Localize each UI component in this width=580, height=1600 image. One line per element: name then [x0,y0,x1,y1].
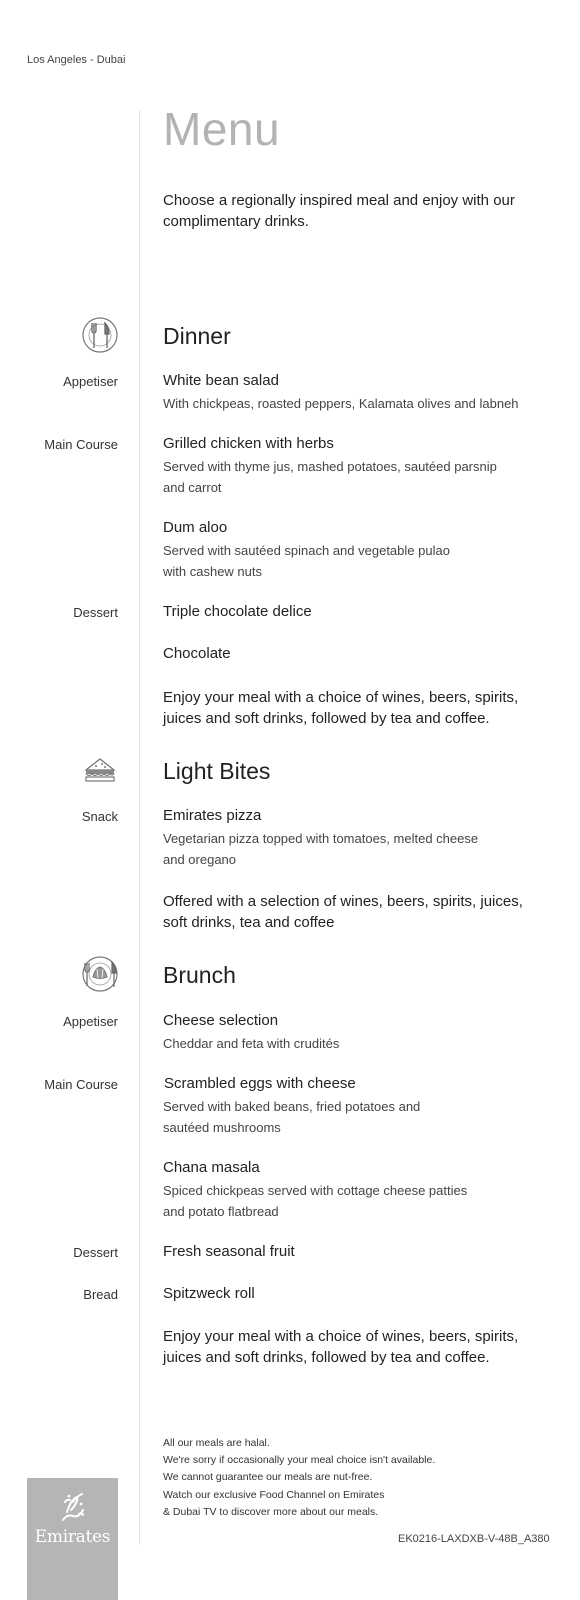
cutlery-plate-icon [81,316,119,354]
drinks-note: juices and soft drinks, followed by tea and coffee. [163,710,490,727]
dish-description: with cashew nuts [163,564,262,579]
course-label: Appetiser [63,374,118,389]
dish-description: With chickpeas, roasted peppers, Kalamata olives and labneh [163,396,519,411]
course-label: Snack [81,809,118,824]
course-label: Bread [83,1287,118,1302]
dish-name: Scrambled eggs with cheese [164,1075,356,1092]
footer-notes [163,1435,435,1521]
footer-note: & Dubai TV to discover more about our meals. [163,1505,379,1518]
dish-description: and oregano [163,852,237,867]
drinks-note: Offered with a selection of wines, beers, spirits, juices, [163,893,523,910]
dish-description: Served with thyme jus, mashed potatoes, sautéed parsnip [163,459,497,474]
course-label: Main Course [44,437,118,452]
section-title-brunch: Brunch [163,962,236,988]
dish-description: Served with sautéed spinach and vegetable pulao [163,543,450,558]
dish-name: Chocolate [163,645,231,662]
dish-description: Cheddar and feta with crudités [163,1036,340,1051]
croissant-plate-icon [81,955,119,993]
section-title-light-bites: Light Bites [163,758,271,784]
dish-description: Served with baked beans, fried potatoes and [163,1099,421,1114]
footer-note: We cannot guarantee our meals are nut-free. [163,1471,373,1484]
dish-name: Fresh seasonal fruit [163,1243,295,1260]
footer-note: Watch our exclusive Food Channel on Emirates [163,1488,385,1501]
dish-name: Grilled chicken with herbs [163,435,334,452]
footer-note: We're sorry if occasionally your meal choice isn't available. [163,1454,436,1467]
dish-description: Vegetarian pizza topped with tomatoes, melted cheese [163,831,479,846]
logo-wordmark: Emirates [34,1527,111,1547]
course-label: Appetiser [63,1014,118,1029]
drinks-note: soft drinks, tea and coffee [163,914,335,931]
drinks-note: juices and soft drinks, followed by tea and coffee. [163,1349,490,1366]
section-title-dinner: Dinner [163,323,231,349]
drinks-note: Enjoy your meal with a choice of wines, beers, spirits, [163,689,519,706]
dish-description: and carrot [163,480,222,495]
course-label: Dessert [73,1245,118,1260]
dish-name: Triple chocolate delice [163,603,312,620]
course-label: Dessert [73,605,118,620]
vertical-divider [139,110,140,1545]
dish-description: sautéed mushrooms [163,1120,281,1135]
flight-code: EK0216-LAXDXB-V-48B_A380 [398,1533,550,1545]
dish-name: Dum aloo [163,519,228,536]
calligraphy-emblem-icon [57,1490,89,1524]
dish-description: Spiced chickpeas served with cottage cheese patties [163,1183,468,1198]
page-title: Menu [163,103,281,155]
route-label: Los Angeles - Dubai [27,54,126,66]
dish-name: Spitzweck roll [163,1285,255,1302]
emirates-logo [27,1478,118,1600]
drinks-note: Enjoy your meal with a choice of wines, beers, spirits, [163,1328,519,1345]
course-label: Main Course [44,1077,118,1092]
dish-name: Chana masala [163,1159,260,1176]
dish-name: Emirates pizza [163,807,262,824]
sandwich-icon [81,752,119,790]
footer-note: All our meals are halal. [163,1437,270,1449]
dish-name: White bean salad [163,372,279,389]
dish-name: Cheese selection [163,1012,279,1029]
intro-text: Choose a regionally inspired meal and enjoy with our complimentary drinks. [163,192,515,230]
dish-description: and potato flatbread [163,1204,279,1219]
